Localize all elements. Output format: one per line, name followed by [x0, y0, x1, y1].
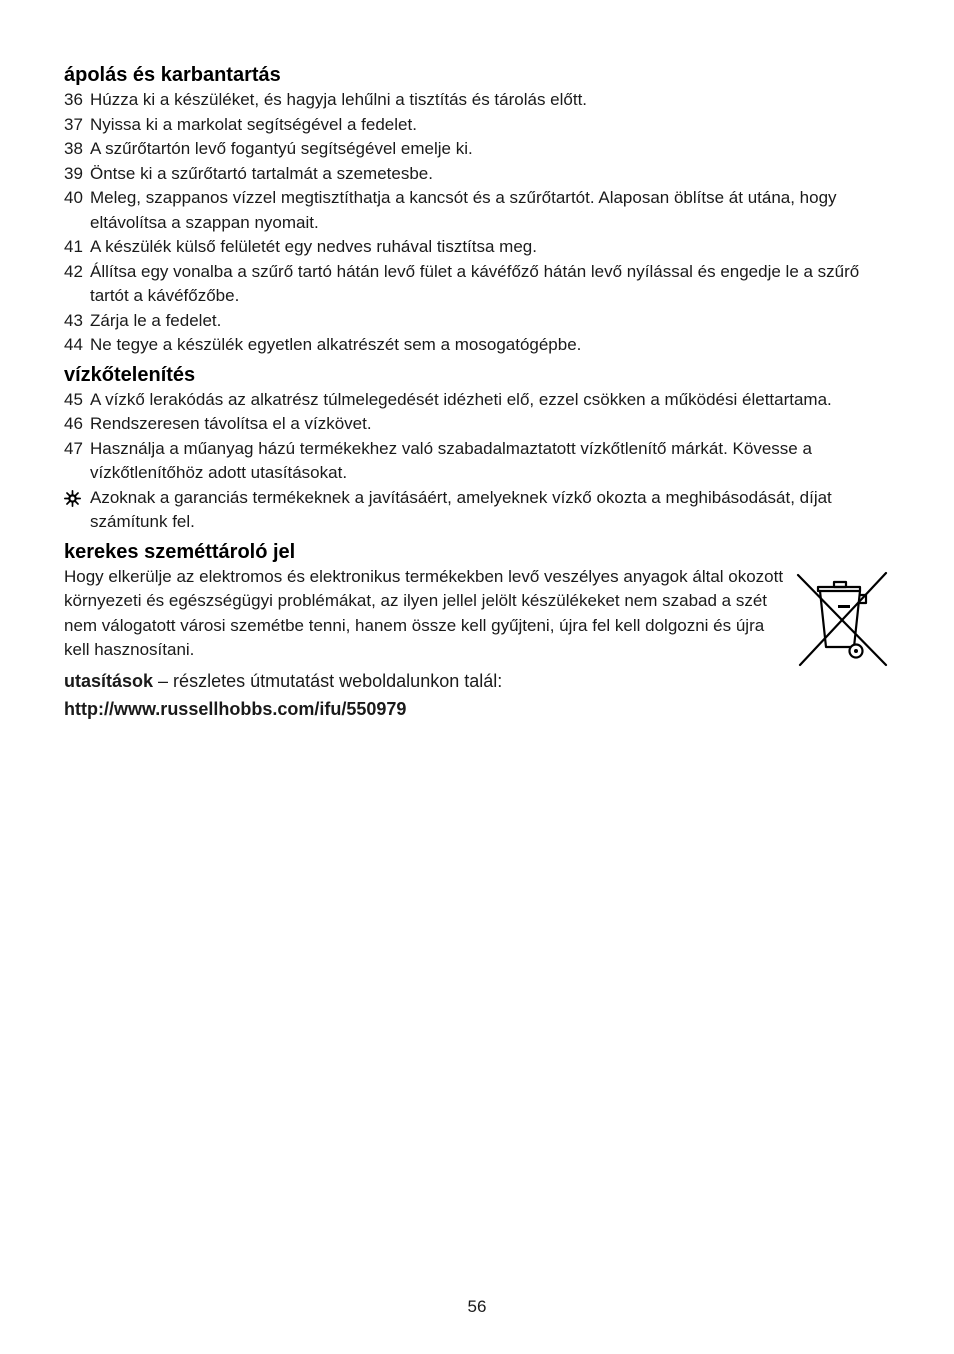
- step-number: 37: [64, 114, 83, 134]
- warning-text: Azoknak a garanciás termékeknek a javításáért, amelyeknek vízkő okozta a meghibásodását, díjat számítunk fel.: [90, 487, 832, 531]
- step-number: 38: [64, 139, 83, 158]
- step-number: 42: [64, 261, 83, 281]
- care-section: [64, 62, 888, 358]
- instructions-label: utasítások: [64, 670, 154, 691]
- descale-section: [64, 362, 888, 535]
- step-number: 40: [64, 188, 83, 207]
- step-number: 43: [64, 310, 83, 330]
- step-number: 41: [64, 237, 83, 256]
- list-item: [64, 333, 888, 358]
- care-steps-list: [64, 88, 888, 358]
- step-text: Meleg, szappanos vízzel megtisztíthatja a kancsót és a szűrőtartót. Alaposan öblítse át utána, hogy eltávolítsa a szappan nyomait.: [90, 188, 837, 232]
- list-item: [64, 437, 888, 486]
- waste-text: Hogy elkerülje az elektromos és elektronikus termékekben levő veszélyes anyagok által okozott környezeti és egészségügyi problémákat, az ilyen jellel jelölt készülékeket nem szabad a szét nem válogatott városi szemétbe tenni, hanem össze kell gyűjteni, újra fel kell dolgozni és újra kell hasznosítani.: [64, 566, 784, 659]
- waste-heading: kerekes szeméttároló jel: [64, 540, 296, 563]
- list-item: [64, 235, 888, 260]
- step-text: Használja a műanyag házú termékekhez való szabadalmaztatott vízkőtlenítő márkát. Kövesse a vízkőtlenítőhöz adott utasításokat.: [90, 438, 812, 482]
- instructions-line: [64, 667, 888, 695]
- list-item: [64, 388, 888, 413]
- warning-item: [64, 486, 888, 535]
- step-number: 46: [64, 414, 83, 433]
- document-page: [64, 62, 888, 723]
- instructions-url-link[interactable]: http://www.russellhobbs.com/ifu/550979: [64, 698, 407, 719]
- step-text: A készülék külső felületét egy nedves ruhával tisztítsa meg.: [90, 237, 537, 256]
- care-heading: ápolás és karbantartás: [64, 64, 281, 86]
- list-item: [64, 260, 888, 309]
- step-text: Ne tegye a készülék egyetlen alkatrészét sem a mosogatógépbe.: [90, 335, 582, 354]
- list-item: [64, 309, 888, 334]
- warning-star-icon: [64, 490, 81, 507]
- descale-heading: vízkőtelenítés: [64, 363, 196, 386]
- step-number: 45: [64, 389, 83, 409]
- list-item: [64, 113, 888, 138]
- page-number: 56: [467, 1297, 487, 1316]
- list-item: [64, 186, 888, 235]
- list-item: [64, 162, 888, 187]
- step-text: Rendszeresen távolítsa el a vízkövet.: [90, 414, 372, 433]
- step-text: Öntse ki a szűrőtartó tartalmát a szemetesbe.: [90, 163, 433, 183]
- waste-section: [64, 539, 888, 663]
- step-text: Állítsa egy vonalba a szűrő tartó hátán levő fület a kávéfőző hátán levő nyílással és engedje le a szűrő tartót a kávéfőzőbe.: [90, 261, 860, 305]
- list-item: [64, 88, 888, 113]
- descale-steps-list: [64, 388, 888, 535]
- step-text: Zárja le a fedelet.: [90, 310, 222, 330]
- instructions-text: – részletes útmutatást weboldalunkon talál:: [153, 670, 503, 691]
- list-item: [64, 137, 888, 162]
- step-text: Nyissa ki a markolat segítségével a fedelet.: [90, 114, 417, 134]
- list-item: [64, 412, 888, 437]
- step-number: 44: [64, 335, 83, 354]
- crossed-out-wheelie-bin-icon: [794, 569, 890, 669]
- step-number: 36: [64, 90, 83, 109]
- step-text: Húzza ki a készüléket, és hagyja lehűlni a tisztítás és tárolás előtt.: [90, 90, 588, 109]
- step-number: 39: [64, 163, 83, 183]
- step-text: A szűrőtartón levő fogantyú segítségével emelje ki.: [90, 139, 473, 158]
- step-text: A vízkő lerakódás az alkatrész túlmelegedését idézheti elő, ezzel csökken a működési élettartama.: [90, 389, 832, 409]
- step-number: 47: [64, 438, 83, 458]
